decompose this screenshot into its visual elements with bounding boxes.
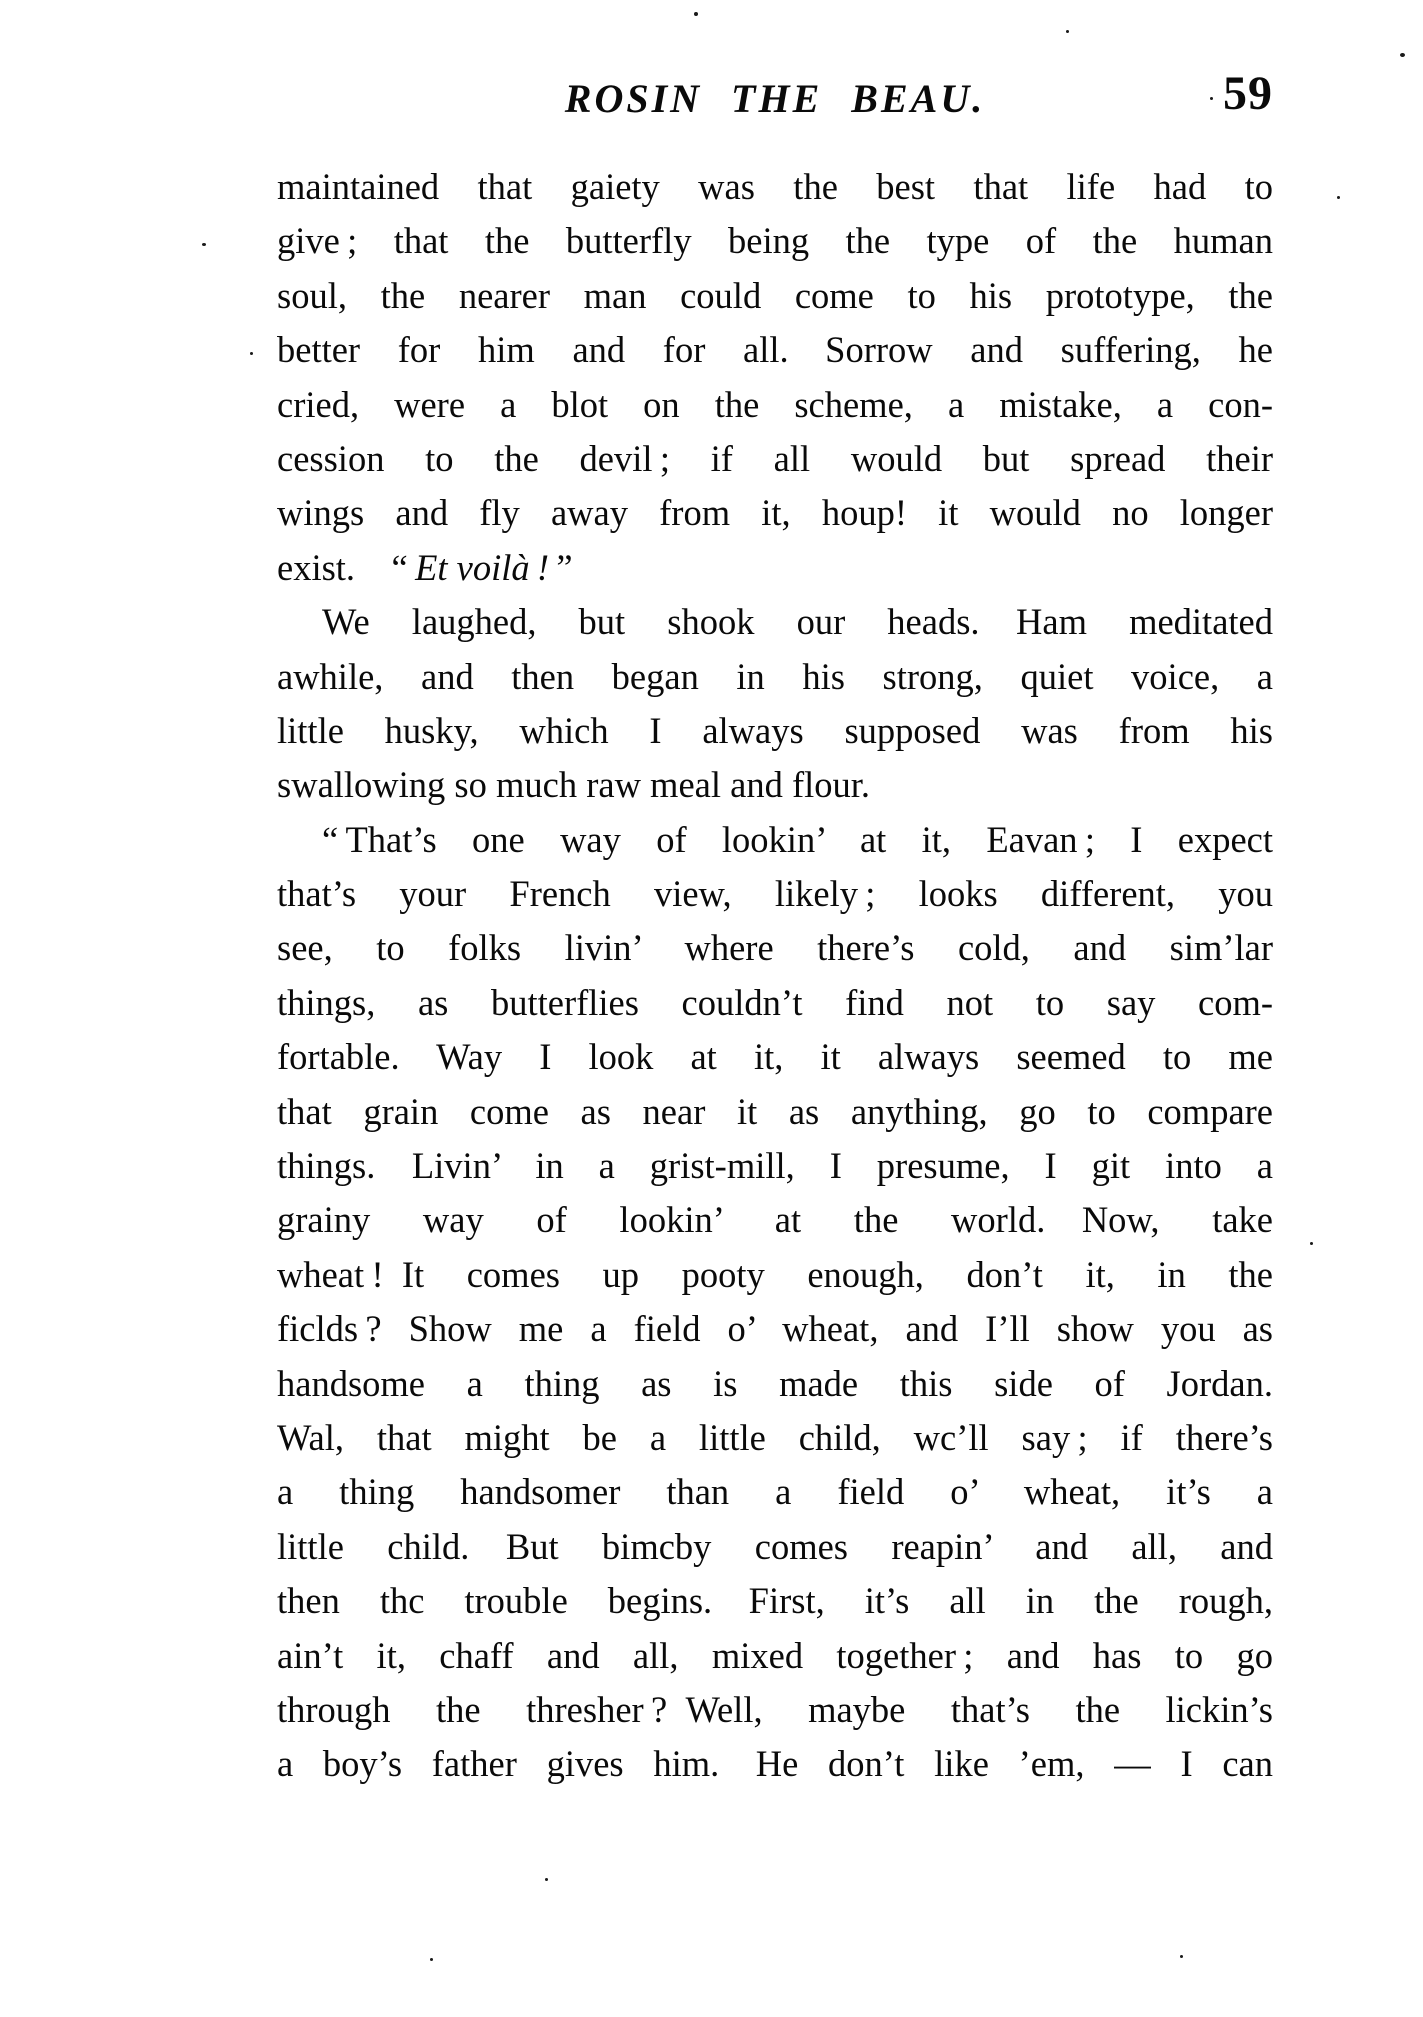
scan-speck [250, 352, 253, 355]
text-line: little child. But bimcby comes reapin’ and all, and [277, 1525, 1273, 1567]
text-line: give ; that the butterfly being the type of the human [277, 220, 1273, 262]
text-line: a boy’s father gives him. He don’t like ’em, — I can [277, 1743, 1273, 1785]
text-line: Wal, that might be a little child, wc’ll say ; if there’s [277, 1416, 1273, 1458]
text-line: fortable. Way I look at it, it always seemed to me [277, 1036, 1273, 1078]
scan-speck [1210, 97, 1213, 100]
text-line: ain’t it, chaff and all, mixed together ; and has to go [277, 1634, 1273, 1676]
text-line: cession to the devil ; if all would but spread their [277, 437, 1273, 479]
scan-speck [694, 12, 698, 16]
text-line: ficlds ? Show me a field o’ wheat, and I’ll show you as [277, 1308, 1273, 1350]
text-line: We laughed, but shook our heads. Ham meditated [322, 601, 1273, 643]
scan-speck [202, 243, 206, 246]
scan-speck [1180, 1955, 1183, 1958]
text-line: maintained that gaiety was the best that life had to [277, 166, 1273, 207]
text-line: grainy way of lookin’ at the world. Now, take [277, 1199, 1273, 1241]
scan-speck [1337, 196, 1340, 199]
text-line: things. Livin’ in a grist-mill, I presume, I git into a [277, 1145, 1273, 1187]
scan-speck [545, 1878, 548, 1881]
text-line: “ That’s one way of lookin’ at it, Eavan ; I expect [322, 818, 1273, 860]
scan-speck [1400, 53, 1405, 57]
scan-speck [1066, 30, 1069, 33]
text-line: that grain come as near it as anything, go to compare [277, 1090, 1273, 1132]
body-text [277, 160, 1273, 1792]
text-line: cried, were a blot on the scheme, a mistake, a con- [277, 383, 1273, 425]
running-header-title: ROSIN THE BEAU. [564, 76, 986, 121]
text-line: wings and fly away from it, houp! it would no longer [277, 492, 1273, 534]
text-line: swallowing so much raw meal and flour. [277, 764, 871, 806]
text-line: awhile, and then began in his strong, quiet voice, a [277, 655, 1273, 697]
text-line: see, to folks livin’ where there’s cold, and sim’lar [277, 927, 1273, 969]
text-line: soul, the nearer man could come to his prototype, the [277, 274, 1273, 316]
italic-phrase: Et voilà ! [415, 546, 550, 588]
text-line: better for him and for all. Sorrow and suffering, he [277, 329, 1273, 371]
scan-speck [1310, 1242, 1313, 1245]
text-line: things, as butterflies couldn’t find not to say com- [277, 981, 1273, 1023]
text-segment: exist. “ [277, 546, 416, 588]
text-segment: ” [549, 546, 573, 588]
text-line: then thc trouble begins. First, it’s all in the rough, [277, 1580, 1273, 1622]
text-line: handsome a thing as is made this side of Jordan. [277, 1362, 1273, 1404]
text-line: little husky, which I always supposed was from his [277, 709, 1273, 751]
page-number: 59 [1223, 67, 1273, 120]
page-header [277, 67, 1273, 124]
scan-speck [430, 1958, 433, 1961]
text-line: wheat ! It comes up pooty enough, don’t it, in the [277, 1253, 1273, 1295]
text-line [277, 541, 1273, 595]
text-line: that’s your French view, likely ; looks different, you [277, 873, 1273, 915]
text-line: a thing handsomer than a field o’ wheat, it’s a [277, 1471, 1273, 1513]
text-line: through the thresher ? Well, maybe that’s the lickin’s [277, 1688, 1273, 1730]
